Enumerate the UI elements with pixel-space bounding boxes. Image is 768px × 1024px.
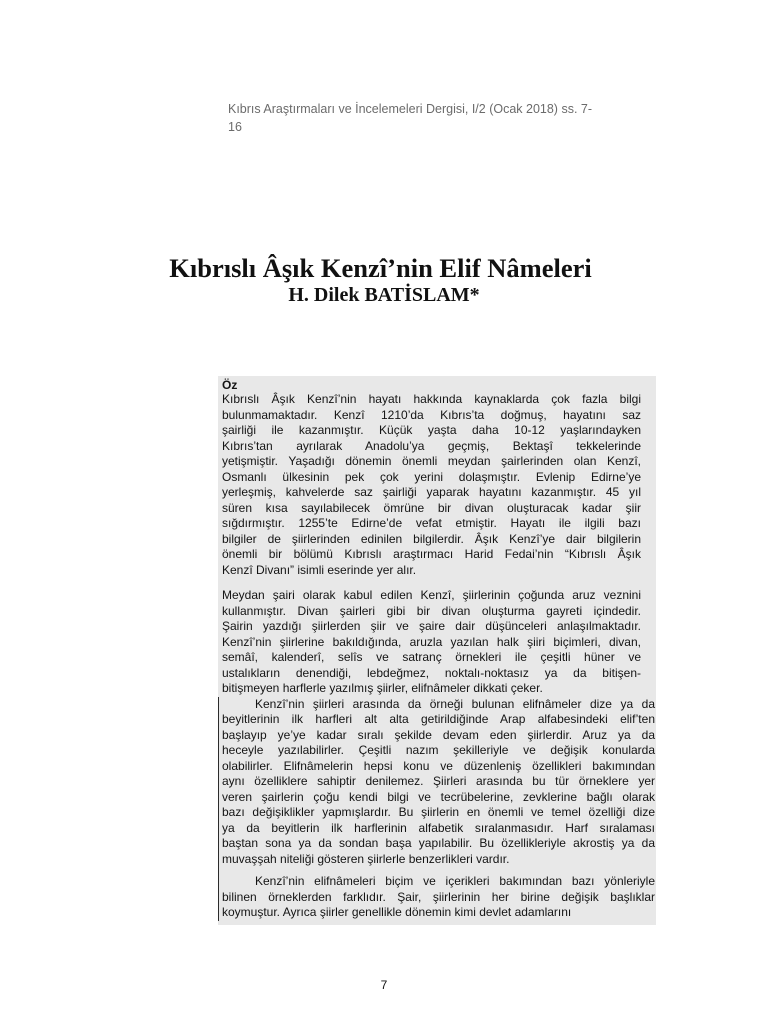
journal-citation-line: 16: [228, 120, 242, 134]
journal-citation-line: Kıbrıs Araştırmaları ve İncelemeleri Dergisi, I/2 (Ocak 2018) ss. 7-: [228, 102, 593, 116]
article-title: Kıbrıslı Âşık Kenzî’nin Elif Nâmeleri: [169, 253, 592, 283]
body-line: başlayıp ye’ye kadar sıralı şekilde devam eden şiirlerdir. Aruz ya da: [222, 727, 655, 742]
body-line: olabilirler. Elifnâmelerin hepsi konu ve düzenleniş özellikleri bakımından: [222, 758, 655, 773]
body-line: bilinen örneklerden farklıdır. Şair, şiirlerinin her birine değişik başlıklar: [222, 889, 655, 904]
abstract-line: bulunmamaktadır. Kenzî 1210’da Kıbrıs’ta doğmuş, hayatını saz: [222, 407, 641, 422]
abstract-line: semâî, kalenderî, selîs ve satranç örnekleri ile çeşitli hüner ve: [222, 650, 641, 664]
abstract-line: süren kısa sayılabilecek ömrüne bir divan oluşturacak kadar şiir: [222, 500, 641, 515]
abstract-line: kullanmıştır. Divan şairleri gibi bir divan oluşturma gayreti içindedir.: [222, 603, 641, 618]
body-line: veren şairlerin çoğu kendi bilgi ve tecrübelerine, zevklerine bağlı olarak: [222, 789, 655, 804]
page-number: 7: [380, 978, 388, 992]
abstract-line: bilgiler de şiirlerinden edinilen bilgilerdir. Âşık Kenzî’ye dair bilgilerin: [222, 531, 641, 546]
body-line: koymuştur. Ayrıca şiirler genellikle dönemin kimi devlet adamlarını: [222, 905, 572, 919]
body-line: aynı özelliklere sahiptir denilemez. Şiirleri arasında bu tür örneklere yer: [222, 774, 655, 788]
body-line: heceyle yazılabilirler. Çeşitli nazım şekilleriyle ve değişik konularda: [222, 743, 655, 757]
journal-citation: [228, 100, 668, 136]
body-line: Kenzî’nin şiirleri arasında da örneği bulunan elifnâmeler dize ya da: [255, 696, 655, 711]
abstract-line: bitişmeyen harflerle yazılmış şiirler, elifnâmeler dikkati çeker.: [222, 681, 543, 695]
abstract-line: yetişmiştir. Yaşadığı dönemin önemli meydan şairlerinden olan Kenzî,: [222, 454, 641, 468]
abstract-line: Meydan şairi olarak kabul edilen Kenzî, şiirlerinin çoğunda aruz veznini: [222, 588, 641, 602]
abstract-line: şairliği ile kazanmıştır. Küçük yaşta daha 10-12 yaşlarındayken: [222, 423, 641, 437]
body-paragraph: [222, 874, 655, 921]
abstract-box: [218, 376, 656, 925]
article-author: H. Dilek BATİSLAM*: [288, 284, 480, 306]
abstract-line: Osmanlı ülkesinin pek çok yerini dolaşmıştır. Evlenip Edirne’ye: [222, 469, 641, 484]
abstract-line: ustalıkların denendiği, lebdeğmez, noktalı-noktasız ya da bitişen-: [222, 665, 641, 680]
body-paragraph: [222, 697, 655, 868]
body-line: Kenzî’nin elifnâmeleri biçim ve içerikleri bakımından bazı yönleriyle: [255, 874, 655, 888]
abstract-paragraph: [222, 588, 641, 697]
abstract-line: yerleşmiş, kahvelerde saz şairliği yaparak hayatını kazanmıştır. 45 yıl: [222, 485, 641, 499]
abstract-line: önemli bir bölümü Kıbrıslı araştırmacı Harid Fedai’nin “Kıbrıslı Âşık: [222, 547, 641, 561]
body-line: ya da beyitlerin ilk harflerinin alfabetik sıralanmasıdır. Harf sıralaması: [222, 820, 655, 835]
body-line: bazı değişiklikler yapmışlardır. Bu şiirlerin en önemli ve temel özelliği dize: [222, 805, 655, 819]
body-line: baştan sona ya da sondan başa yapılabilir. Bu özellikleriyle akrostiş ya da: [222, 836, 655, 850]
body-text-section: [218, 697, 655, 921]
abstract-paragraph: [222, 392, 641, 578]
abstract-line: Kenzî Divanı” isimli eserinde yer alır.: [222, 562, 417, 577]
abstract-line: Şairin yazdığı şiirlerden şiir ve şaire dair düşünceleri anlaşılmaktadır.: [222, 619, 641, 633]
abstract-line: Kıbrıslı Âşık Kenzî’nin hayatı hakkında kaynaklarda çok fazla bilgi: [222, 392, 641, 406]
abstract-line: sığdırmıştır. 1255’te Edirne’de vefat etmiştir. Hayatı ile ilgili bazı: [222, 516, 641, 530]
body-line: muvaşşah niteliği gösteren şiirlerle benzerlikleri vardır.: [222, 851, 510, 866]
abstract-heading: Öz: [222, 378, 238, 392]
abstract-line: Kenzî’nin şiirlerine bakıldığında, aruzla yazılan halk şiiri biçimleri, divan,: [222, 634, 641, 649]
body-line: beyitlerinin ilk harfleri alt alta getirildiğinde Arap alfabesindeki elif’ten: [222, 712, 655, 726]
abstract-line: Kıbrıs’tan ayrılarak Anadolu’ya geçmiş, Bektaşî tekkelerinde: [222, 438, 641, 453]
